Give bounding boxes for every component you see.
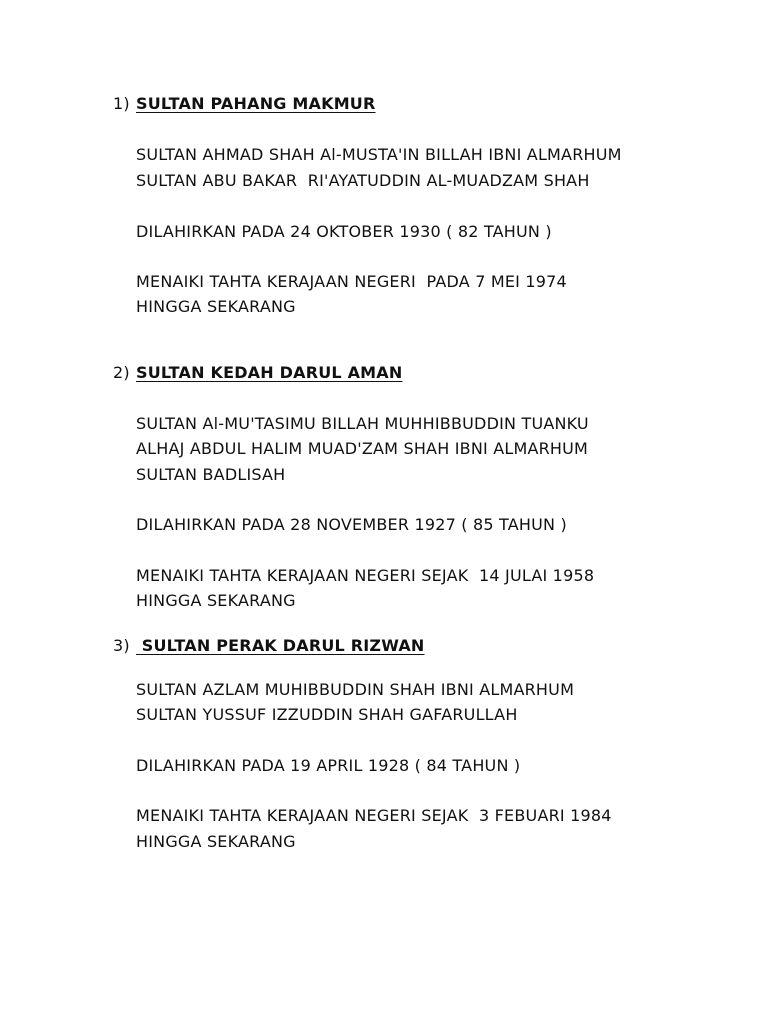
section-heading: SULTAN PERAK DARUL RIZWAN: [136, 636, 425, 655]
name-line: SULTAN Al-MU'TASIMU BILLAH MUHHIBBUDDIN TUANKU: [136, 414, 589, 433]
name-line: SULTAN YUSSUF IZZUDDIN SHAH GAFARULLAH: [136, 705, 518, 724]
name-line: SULTAN BADLISAH: [136, 465, 286, 484]
name-line: ALHAJ ABDUL HALIM MUAD'ZAM SHAH IBNI ALMARHUM: [136, 439, 589, 458]
name-line: SULTAN AZLAM MUHIBBUDDIN SHAH IBNI ALMARHUM: [136, 680, 575, 699]
birth-line: DILAHIRKAN PADA 19 APRIL 1928 ( 84 TAHUN ): [136, 756, 521, 775]
birth-line: DILAHIRKAN PADA 28 NOVEMBER 1927 ( 85 TAHUN ): [136, 515, 567, 534]
reign-line: HINGGA SEKARANG: [136, 591, 296, 610]
name-line: SULTAN ABU BAKAR RI'AYATUDDIN AL-MUADZAM SHAH: [136, 171, 590, 190]
reign-line: MENAIKI TAHTA KERAJAAN NEGERI SEJAK 3 FEBUARI 1984: [136, 806, 612, 825]
reign-line: MENAIKI TAHTA KERAJAAN NEGERI SEJAK 14 JULAI 1958: [136, 566, 595, 585]
birth-line: DILAHIRKAN PADA 24 OKTOBER 1930 ( 82 TAHUN ): [136, 222, 552, 241]
reign-line: HINGGA SEKARANG: [136, 832, 296, 851]
section-heading: SULTAN KEDAH DARUL AMAN: [136, 363, 403, 382]
name-line: SULTAN AHMAD SHAH Al-MUSTA'IN BILLAH IBNI ALMARHUM: [136, 145, 622, 164]
reign-line: MENAIKI TAHTA KERAJAAN NEGERI PADA 7 MEI 1974: [136, 272, 567, 291]
reign-line: HINGGA SEKARANG: [136, 297, 296, 316]
section-number: 2): [113, 363, 130, 382]
section-heading: SULTAN PAHANG MAKMUR: [136, 94, 376, 113]
section-number: 1): [113, 94, 130, 113]
section-number: 3): [113, 636, 130, 655]
